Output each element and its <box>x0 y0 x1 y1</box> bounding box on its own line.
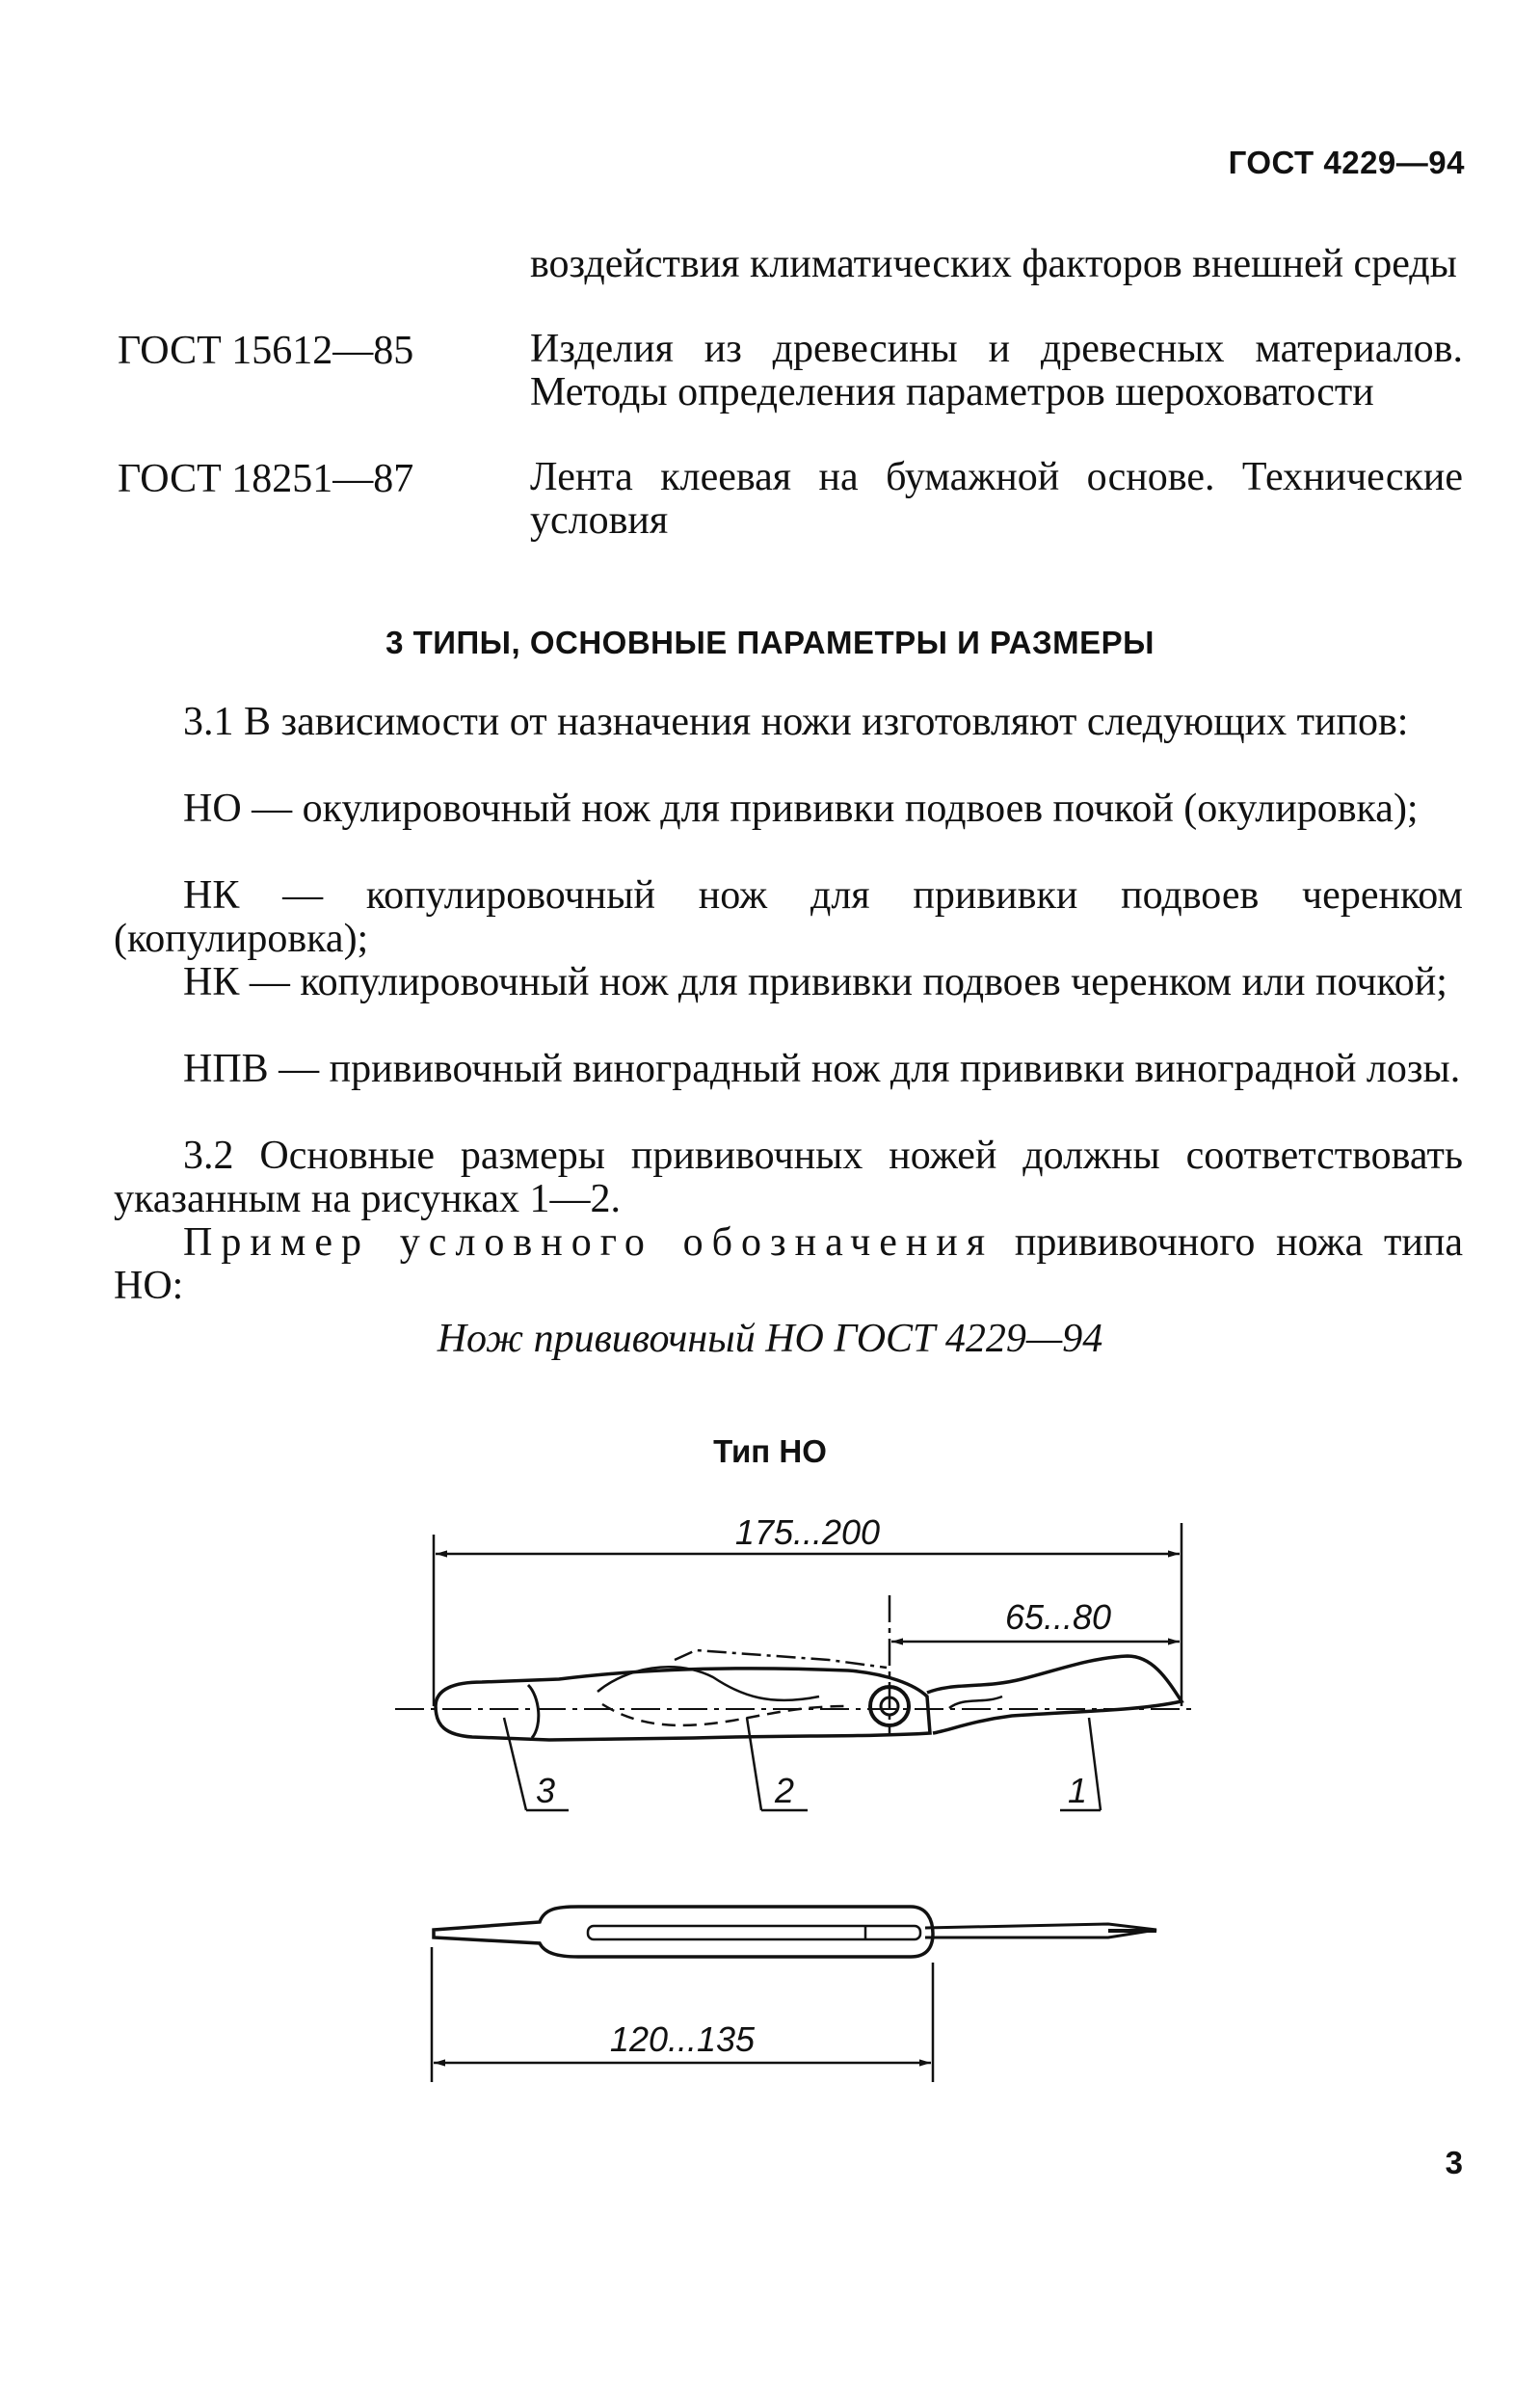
type-item: НК — копулировочный нож для прививки подвоев черенком или почкой; <box>183 960 1447 1004</box>
reference-code: ГОСТ 15612—85 <box>118 329 414 373</box>
dim-label-blade: 65...80 <box>1004 1597 1112 1637</box>
knife-handle <box>436 1669 930 1740</box>
example-intro: Пример условного обозначения прививочного ножа типа НО: <box>114 1220 1463 1308</box>
reference-title: Изделия из древесины и древесных материалов. Методы определения параметров шероховатости <box>530 327 1463 414</box>
blade-slot <box>588 1926 920 1939</box>
figure-title: Тип НО <box>713 1433 827 1469</box>
type-item: НПВ — прививочный виноградный нож для прививки виноградной лозы. <box>183 1047 1461 1091</box>
reference-continuation: воздействия климатических факторов внешней среды <box>530 242 1457 286</box>
callout-number: 3 <box>535 1771 556 1810</box>
blade-spine <box>675 1650 887 1668</box>
type-item: НО — окулировочный нож для прививки подвоев почкой (окулировка); <box>183 787 1419 831</box>
blade-folded <box>597 1667 819 1700</box>
reference-title: Лента клеевая на бумажной основе. Технические условия <box>530 455 1463 543</box>
dim-label-overall: 175...200 <box>734 1512 881 1552</box>
handle-joint <box>528 1685 539 1738</box>
knife-drawing <box>0 1484 1540 2101</box>
blade-bevel <box>949 1697 1002 1708</box>
type-item: НК — копулировочный нож для прививки подвоев черенком (копулировка); <box>114 873 1463 961</box>
callout-number: 2 <box>774 1771 795 1810</box>
callout-number: 1 <box>1067 1771 1088 1810</box>
example-label: Пример условного обозначения <box>183 1220 995 1265</box>
running-header: ГОСТ 4229—94 <box>1228 145 1465 180</box>
blade-hidden-edge <box>602 1704 848 1725</box>
knife-top-view <box>434 1907 933 1957</box>
dim-label-handle: 120...135 <box>609 2019 756 2059</box>
knife-blade <box>927 1656 1182 1733</box>
callout-leader-3 <box>504 1718 526 1810</box>
example-designation: Нож прививочный НО ГОСТ 4229—94 <box>437 1317 1103 1361</box>
clause-3-2: 3.2 Основные размеры прививочных ножей должны соответствовать указанным на рисунках 1—2. <box>114 1134 1463 1221</box>
clause-3-1-intro: 3.1 В зависимости от назначения ножи изготовляют следующих типов: <box>183 700 1409 744</box>
callout-leader-2 <box>747 1718 761 1810</box>
callout-leader-1 <box>1089 1718 1101 1810</box>
reference-code: ГОСТ 18251—87 <box>118 457 414 501</box>
section-heading: 3 ТИПЫ, ОСНОВНЫЕ ПАРАМЕТРЫ И РАЗМЕРЫ <box>385 625 1155 660</box>
page-number: 3 <box>1445 2145 1463 2180</box>
